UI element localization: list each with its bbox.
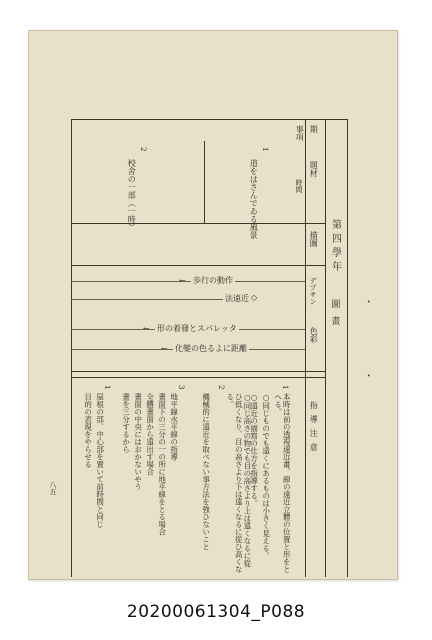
- scale-item-4: 化變の色るよに距離: [175, 344, 247, 353]
- header-design: デプサン: [309, 277, 318, 305]
- header-period: 期: [309, 125, 319, 133]
- subject-column-rule: [325, 119, 326, 577]
- note-2: ○同じものでも遠くにあるものは小さく見える。: [261, 393, 271, 560]
- header-color: 色彩: [309, 327, 319, 343]
- note-5-number: 2: [217, 385, 226, 390]
- note-11-number: 1: [103, 385, 112, 390]
- binding-mark-bottom: •: [367, 373, 371, 380]
- grade-label: 第四學年: [329, 219, 341, 275]
- column-1-number: 1: [261, 147, 270, 152]
- note-3: ○遠近の描寫の仕方を指導する。: [249, 393, 259, 507]
- scale-item-2: 法遠近: [225, 294, 249, 303]
- topic-cell-divider: [204, 141, 205, 223]
- scale-arrow-3: ←: [143, 324, 150, 333]
- note-1: 本時は前の透視遠近畫、線の遠近立體の位置と形をとへる。: [273, 393, 292, 573]
- note-12: 目的の表現をやらせる: [83, 393, 93, 468]
- note-7: 畫面下の三分の一の所に地平線をとる場合: [157, 393, 167, 536]
- column-2-topic: 校舍の一部（一時）: [127, 159, 137, 231]
- scale-item-3: 形の着發とスパレッタ: [157, 324, 237, 333]
- row-divider-topic: [71, 223, 326, 224]
- scale-mark-2: ◇: [251, 293, 258, 302]
- column-1-topic: 道をはさんでゐる風景: [249, 159, 259, 239]
- page-number: 八五: [49, 481, 58, 495]
- note-6: 地平線水平線の指導: [169, 393, 179, 461]
- note-10: 畫を三分するから: [121, 393, 131, 453]
- scale-arrow-1: ←: [179, 276, 186, 285]
- note-6-number: 3: [177, 385, 186, 390]
- note-11: 屋根の部、中心部を置いて前時間と同じ: [95, 393, 105, 528]
- scale-arrow-4: ←: [161, 344, 168, 353]
- row-divider-drawing: [71, 265, 326, 266]
- scale-line-1: [71, 281, 305, 282]
- note-4: ○同じ高さの物でも目の高さより上は遠くなるに從ひ低くなり、目の高さより下は遠くなるに從ひ高くなる。: [225, 393, 252, 573]
- note-8: 全體畫面から遠出す場合: [145, 393, 155, 476]
- scale-item-1: 歩行の動作: [193, 276, 233, 285]
- table-left-rule: [71, 119, 72, 577]
- note-5: 機械的に遠近を取べない事方法を強ひないこと: [201, 393, 211, 551]
- header-column-rule: [305, 119, 306, 577]
- header-topic-note: 時間: [295, 179, 304, 193]
- archive-caption: 20200061304_P088: [126, 602, 306, 622]
- column-2-number: 2: [139, 147, 148, 152]
- binding-mark-top: •: [367, 299, 371, 306]
- guidance-notes-label: 指導注意: [309, 401, 319, 457]
- note-1-number: 1: [281, 385, 290, 390]
- note-9: 畫面の中央にはおかないやう: [133, 393, 143, 491]
- row-divider-design: [71, 371, 326, 372]
- table-right-rule: [347, 119, 348, 577]
- header-topic: 題材: [309, 161, 319, 177]
- header-drawing: 描圖: [309, 231, 319, 247]
- subject-label: 圖畫: [329, 299, 340, 333]
- header-item: 事項: [295, 125, 305, 141]
- row-divider-notes: [71, 377, 326, 378]
- document-page: [28, 30, 398, 580]
